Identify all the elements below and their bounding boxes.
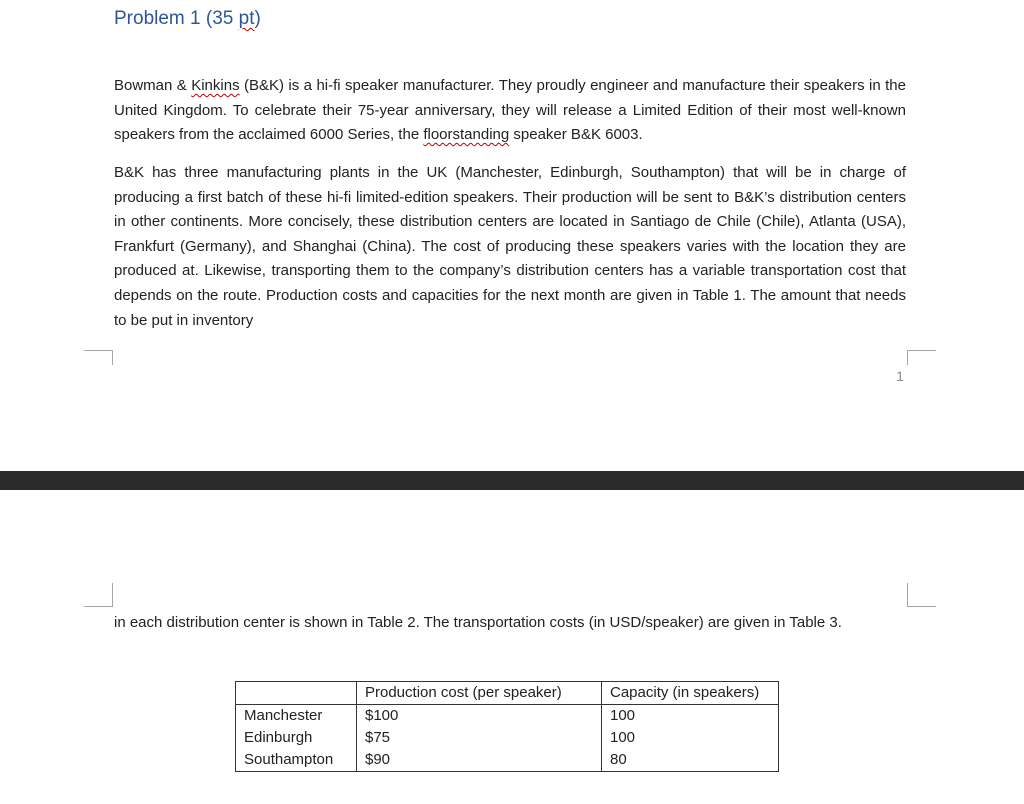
heading-title: Problem 1 (35 [114, 8, 239, 29]
table-header-cell [236, 682, 357, 705]
heading-points-abbr: pt [238, 8, 255, 29]
table-header-row [236, 682, 779, 705]
continued-paragraph: in each distribution center is shown in Table 2. The transportation costs (in USD/speaker) are given in Table 3. [114, 614, 842, 631]
page-break-gap [0, 471, 1024, 490]
margin-corner-mark-left [84, 350, 113, 365]
intro-text-1: Bowman & [114, 77, 192, 94]
table-row [236, 749, 779, 772]
table-row [236, 727, 779, 749]
table-cell: 100 [602, 727, 779, 749]
table-cell: 100 [602, 705, 779, 728]
margin-corner-mark-right [907, 583, 936, 607]
table-cell: $90 [357, 749, 602, 772]
table-cell: Edinburgh [236, 727, 357, 749]
table-cell: 80 [602, 749, 779, 772]
intro-text-3: speaker B&K 6003. [509, 126, 643, 144]
table-cell: $100 [357, 705, 602, 728]
table-cell: $75 [357, 727, 602, 749]
intro-brand-name: Kinkins [191, 77, 240, 94]
intro-floorstanding: floorstanding [423, 126, 510, 144]
intro-text-2: (B&K) is a hi-fi speaker manufacturer. They proudly engineer and manufacture their speakers in the United Kingdom. To celebrate their 75-year anniversary, they will release a Limited Edition of their most well-known speakers from the acclaimed 6000 Series, the [114, 77, 906, 144]
production-table [235, 681, 779, 772]
plants-paragraph: B&K has three manufacturing plants in the UK (Manchester, Edinburgh, Southampton) that will be in charge of producing a first batch of these hi-fi limited-edition speakers. Their production will be sent to B&K’s distribution centers in other continents. More concisely, these distribution centers are located in Santiago de Chile (Chile), Atlanta (USA), Frankfurt (Germany), and Shanghai (China). The cost of producing these speakers varies with the location they are produced at. Likewise, transporting them to the company’s distribution centers has a variable transportation cost that depends on the route. Production costs and capacities for the next month are given in Table 1. The amount that needs to be put in inventory [114, 164, 906, 329]
page-number: 1 [896, 368, 904, 384]
table-row [236, 705, 779, 728]
table-cell: Southampton [236, 749, 357, 772]
table-header-cell: Capacity (in speakers) [602, 682, 779, 705]
heading-close: ) [254, 8, 261, 29]
intro-paragraph [114, 74, 906, 148]
table-cell: Manchester [236, 705, 357, 728]
problem-heading [114, 8, 261, 30]
margin-corner-mark-right [907, 350, 936, 365]
table-header-cell: Production cost (per speaker) [357, 682, 602, 705]
margin-corner-mark-left [84, 583, 113, 607]
